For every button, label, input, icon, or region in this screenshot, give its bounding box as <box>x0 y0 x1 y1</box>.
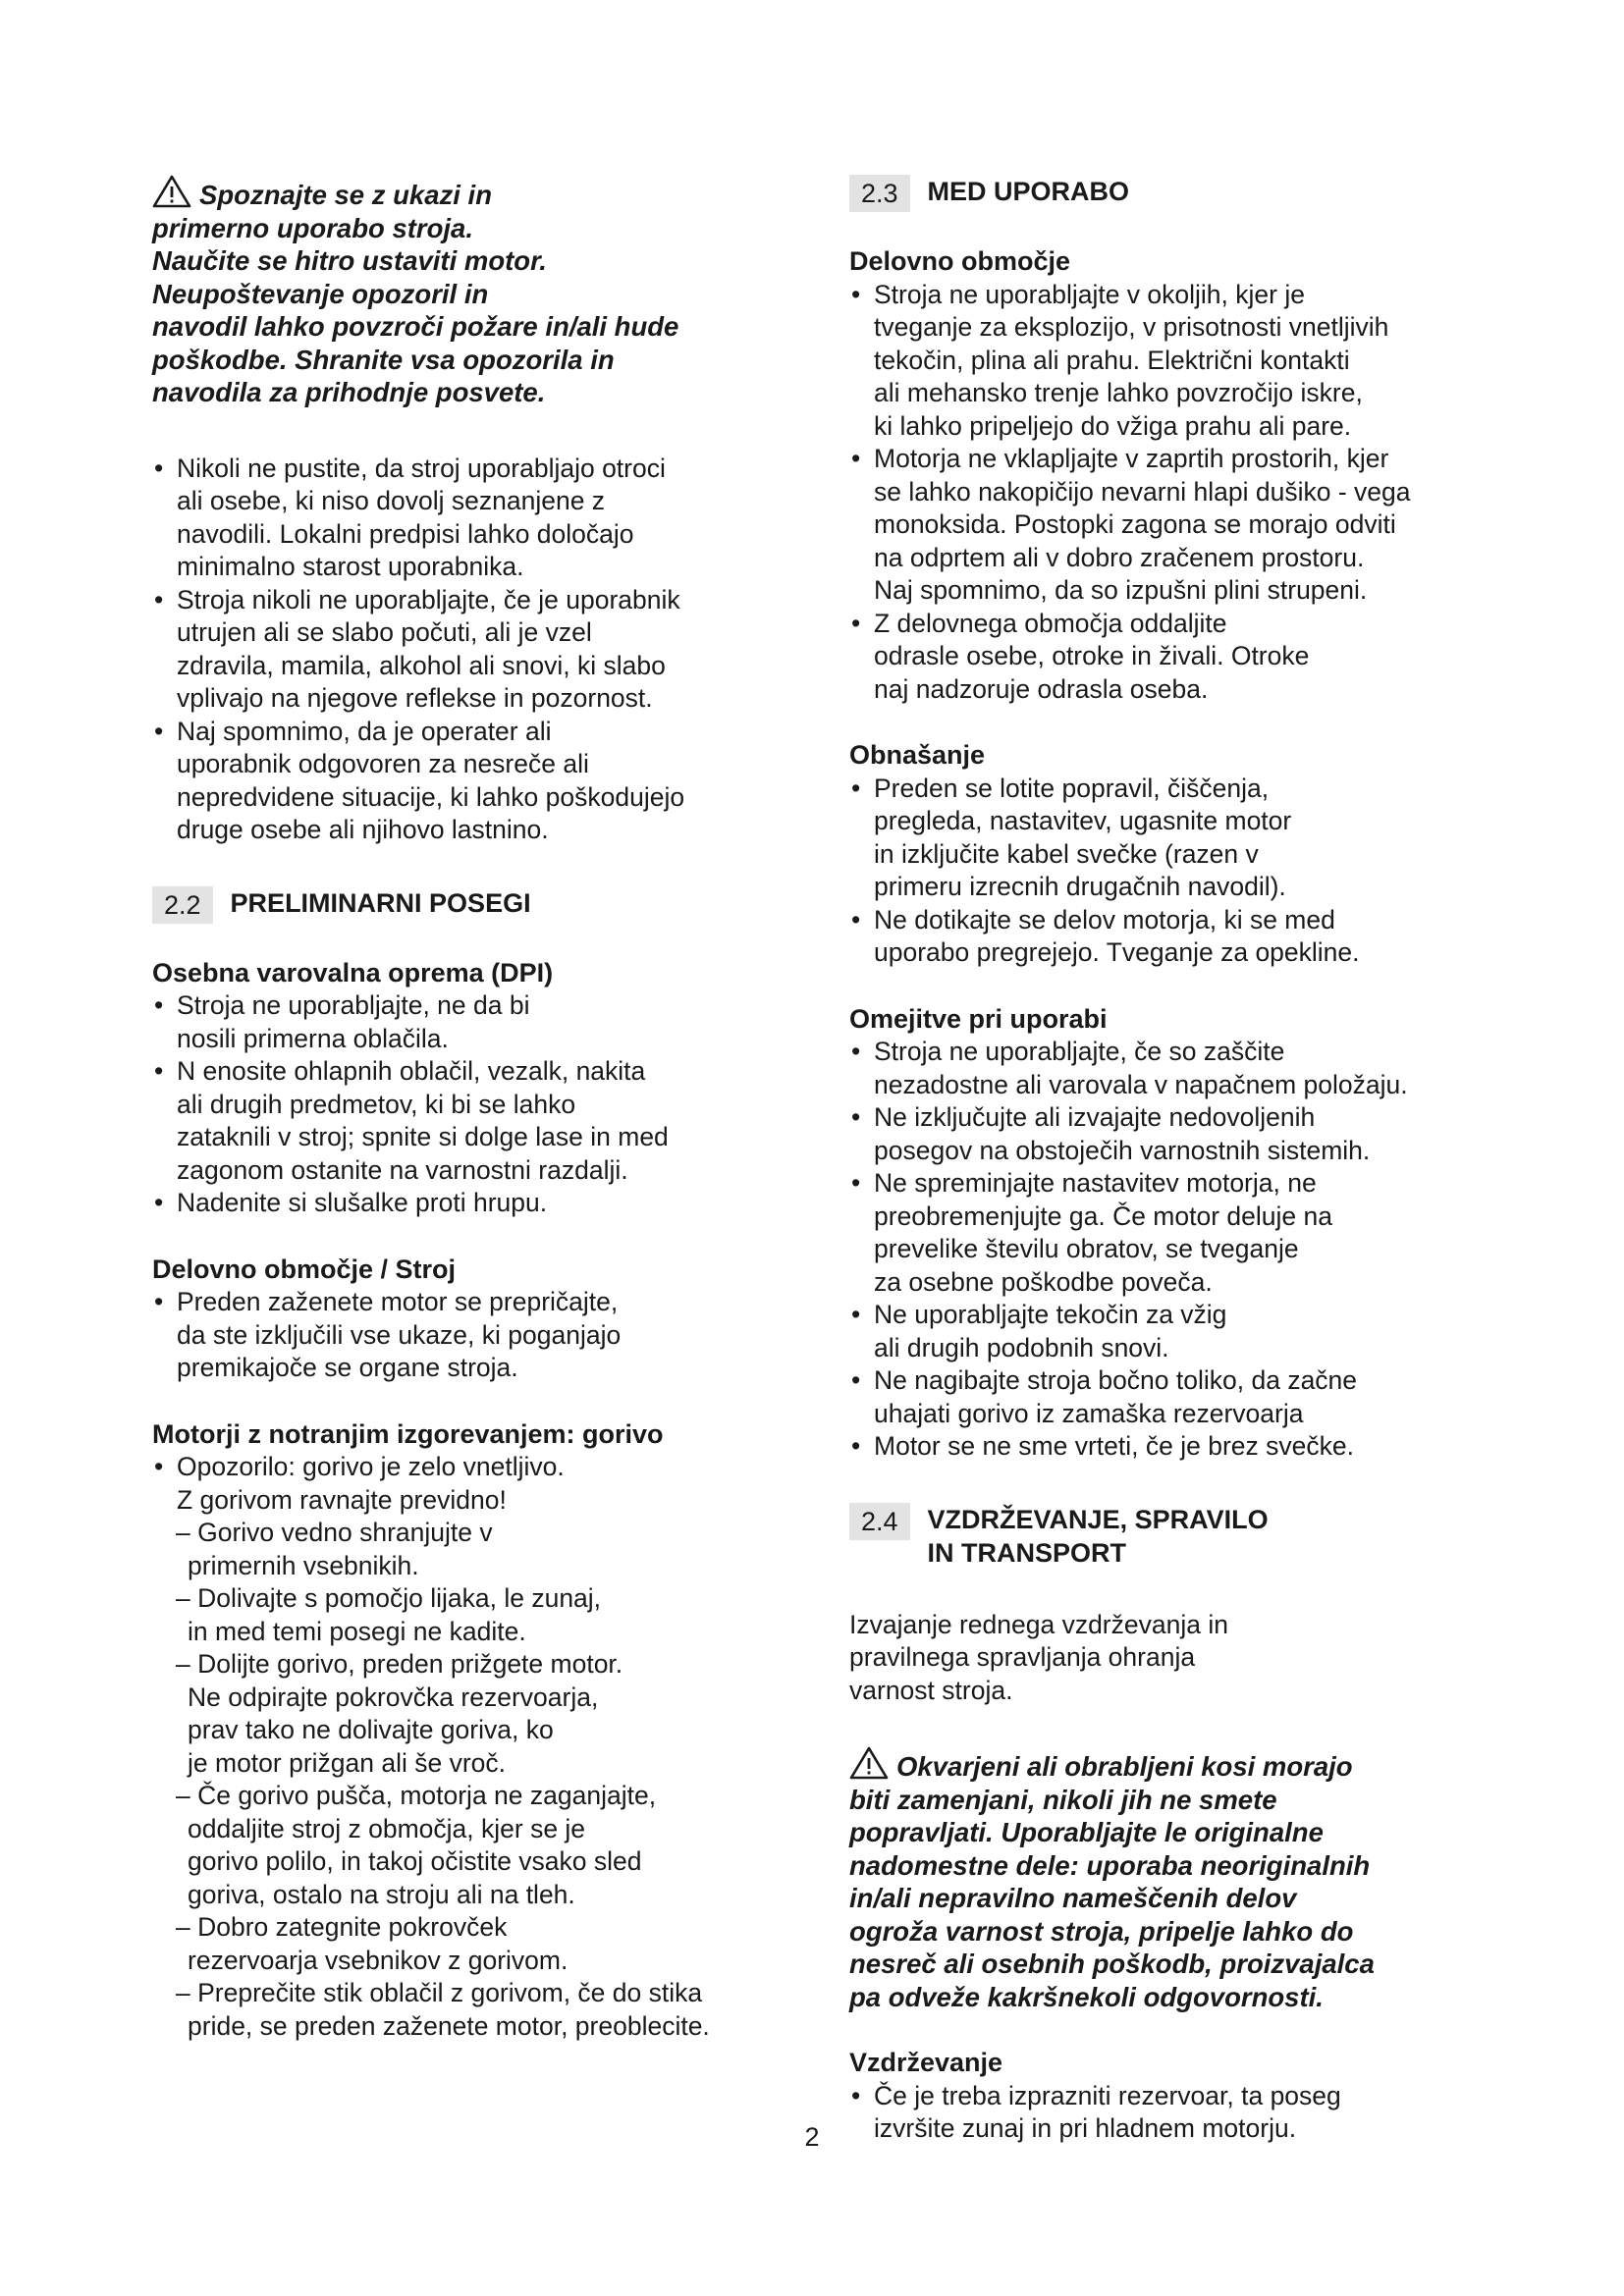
list-item: • Stroja nikoli ne uporabljajte, če je uporabnik utrujen ali se slabo počuti, ali je vzel zdravila, mamila, alkohol ali snovi, ki slabo vplivajo na njegove reflekse in pozornost. <box>152 584 800 716</box>
work-area-list <box>152 1286 800 1385</box>
list-item: • Ne izključujte ali izvajajte nedovoljenih posegov na obstoječih varnostnih sistemih. <box>849 1101 1497 1167</box>
list-item: • Če je treba izprazniti rezervoar, ta poseg izvršite zunaj in pri hladnem motorju. <box>849 2080 1497 2146</box>
left-column <box>152 175 800 2043</box>
section-title: VZDRŽEVANJE, SPRAVILO IN TRANSPORT <box>927 1504 1269 1568</box>
fuel-item: – Če gorivo pušča, motorja ne zaganjajte, oddaljite stroj z območja, kjer se je gorivo polilo, in takoj očistite vsako sled goriva, ostalo na stroju ali na tleh. <box>176 1781 657 1909</box>
parts-warning <box>849 1746 1497 2013</box>
fuel-item: – Preprečite stik oblačil z gorivom, če do stika pride, se preden zaženete motor, preoblecite. <box>176 1978 710 2041</box>
list-item: • Stroja ne uporabljajte, ne da bi nosili primerna oblačila. <box>152 989 800 1055</box>
maintenance-intro: Izvajanje rednega vzdrževanja in pravilnega spravljanja ohranja varnost stroja. <box>849 1609 1228 1705</box>
list-item: • Ne nagibajte stroja bočno toliko, da začne uhajati gorivo iz zamaška rezervoarja <box>849 1364 1497 1430</box>
list-item: • Nadenite si slušalke proti hrupu. <box>152 1187 800 1220</box>
list-item: • Motor se ne sme vrteti, če je brez svečke. <box>849 1430 1497 1464</box>
warning-line: Spoznajte se z ukazi in <box>152 175 800 212</box>
list-item: • Naj spomnimo, da je operater ali uporabnik odgovoren za nesreče ali nepredvidene situacije, ki lahko poškodujejo druge osebe ali njihovo lastnino. <box>152 716 800 847</box>
fuel-item: – Dolijte gorivo, preden prižgete motor. Ne odpirajte pokrovčka rezervoarja, prav tako ne dolivajte goriva, ko je motor prižgan ali še vroč. <box>176 1649 623 1778</box>
warning-line: nesreč ali osebnih poškodb, proizvajalca <box>849 1949 1375 1979</box>
warning-line: primerno uporabo stroja. <box>152 212 473 243</box>
warning-line: navodila za prihodnje posvete. <box>152 377 546 407</box>
section-heading-2-2 <box>152 886 800 924</box>
warning-line: biti zamenjani, nikoli jih ne smete <box>849 1784 1277 1815</box>
fuel-list <box>152 1451 800 1517</box>
warning-line: Okvarjeni ali obrabljeni kosi morajo <box>849 1746 1497 1784</box>
subheading-work-area-machine: Delovno območje / Stroj <box>152 1254 457 1284</box>
subheading-dpi: Osebna varovalna oprema (DPI) <box>152 957 554 988</box>
general-safety-list <box>152 453 800 847</box>
list-item: • Ne spreminjajte nastavitev motorja, ne preobremenjujte ga. Če motor deluje na prevelike številu obratov, se tveganje za osebne poškodbe poveča. <box>849 1167 1497 1299</box>
safety-warning <box>152 175 800 409</box>
section-title: PRELIMINARNI POSEGI <box>230 887 531 918</box>
warning-triangle-icon <box>849 1746 889 1780</box>
section-number: 2.4 <box>849 1503 910 1540</box>
right-column <box>849 175 1497 2146</box>
warning-line: nadomestne dele: uporaba neoriginalnih <box>849 1849 1371 1881</box>
work-area-list <box>849 279 1497 707</box>
warning-line: Naučite se hitro ustaviti motor. <box>152 245 547 276</box>
behavior-list <box>849 773 1497 970</box>
list-item: • Ne dotikajte se delov motorja, ki se med uporabo pregrejejo. Tveganje za opekline. <box>849 904 1497 970</box>
section-number: 2.3 <box>849 175 910 212</box>
subheading-work-area: Delovno območje <box>849 246 1071 276</box>
list-item: • Z delovnega območja oddaljite odrasle osebe, otroke in živali. Otroke naj nadzoruje odrasla oseba. <box>849 608 1497 707</box>
section-title: MED UPORABO <box>927 177 1130 206</box>
fuel-item: – Gorivo vedno shranjujte v primernih vsebnikih. <box>176 1518 493 1580</box>
list-item: • Stroja ne uporabljajte, če so zaščite nezadostne ali varovala v napačnem položaju. <box>849 1036 1497 1101</box>
warning-line: in/ali nepravilno nameščenih delov <box>849 1883 1297 1913</box>
fuel-item: – Dolivajte s pomočjo lijaka, le zunaj, in med temi posegi ne kadite. <box>176 1583 602 1646</box>
warning-line: ogroža varnost stroja, pripelje lahko do <box>849 1915 1354 1947</box>
list-item: • Preden zaženete motor se prepričajte, da ste izključili vse ukaze, ki poganjajo premikajoče se organe stroja. <box>152 1286 800 1385</box>
list-item: • Motorja ne vklapljajte v zaprtih prostorih, kjer se lahko nakopičijo nevarni hlapi dušiko - vega monoksida. Postopki zagona se morajo odviti na odprtem ali v dobro zračenem prostoru. Naj spomnimo, da so izpušni plini strupeni. <box>849 443 1497 608</box>
warning-line: pa odveže kakršnekoli odgovornosti. <box>849 1981 1324 2012</box>
section-heading-2-3 <box>849 175 1497 212</box>
warning-line: popravljati. Uporabljajte le originalne <box>849 1817 1324 1847</box>
list-item: • Preden se lotite popravil, čiščenja, pregleda, nastavitev, ugasnite motor in izključite kabel svečke (razen v primeru izrecnih drugačnih navodil). <box>849 773 1497 904</box>
section-number: 2.2 <box>152 886 213 924</box>
dpi-list <box>152 989 800 1220</box>
section-heading-2-4 <box>849 1503 1497 1570</box>
list-item: • Opozorilo: gorivo je zelo vnetljivo. Z gorivom ravnajte previdno! <box>152 1451 800 1517</box>
usage-limits-list <box>849 1036 1497 1464</box>
fuel-instructions <box>152 1517 800 2043</box>
warning-line: navodil lahko povzroči požare in/ali hude <box>152 311 679 342</box>
warning-line: poškodbe. Shranite vsa opozorila in <box>152 344 615 375</box>
subheading-maintenance: Vzdrževanje <box>849 2048 1003 2077</box>
list-item: • N enosite ohlapnih oblačil, vezalk, nakita ali drugih predmetov, ki bi se lahko zataknili v stroj; spnite si dolge lase in med zagonom ostanite na varnostni razdalji. <box>152 1055 800 1187</box>
subheading-behavior: Obnašanje <box>849 740 986 770</box>
subheading-fuel: Motorji z notranjim izgorevanjem: gorivo <box>152 1418 664 1449</box>
list-item: • Stroja ne uporabljajte v okoljih, kjer je tveganje za eksplozijo, v prisotnosti vnetljivih tekočin, plina ali prahu. Električni kontakti ali mehansko trenje lahko povzročijo iskre, ki lahko pripeljejo do vžiga prahu ali pare. <box>849 279 1497 444</box>
warning-triangle-icon <box>152 175 191 208</box>
fuel-item: – Dobro zategnite pokrovček rezervoarja vsebnikov z gorivom. <box>176 1912 568 1975</box>
page-number: 2 <box>804 2122 820 2152</box>
list-item: • Ne uporabljajte tekočin za vžig ali drugih podobnih snovi. <box>849 1299 1497 1364</box>
subheading-usage-limits: Omejitve pri uporabi <box>849 1003 1108 1034</box>
list-item: • Nikoli ne pustite, da stroj uporabljajo otroci ali osebe, ki niso dovolj seznanjene z navodili. Lokalni predpisi lahko določajo minimalno starost uporabnika. <box>152 453 800 584</box>
warning-line: Neupoštevanje opozoril in <box>152 278 489 309</box>
